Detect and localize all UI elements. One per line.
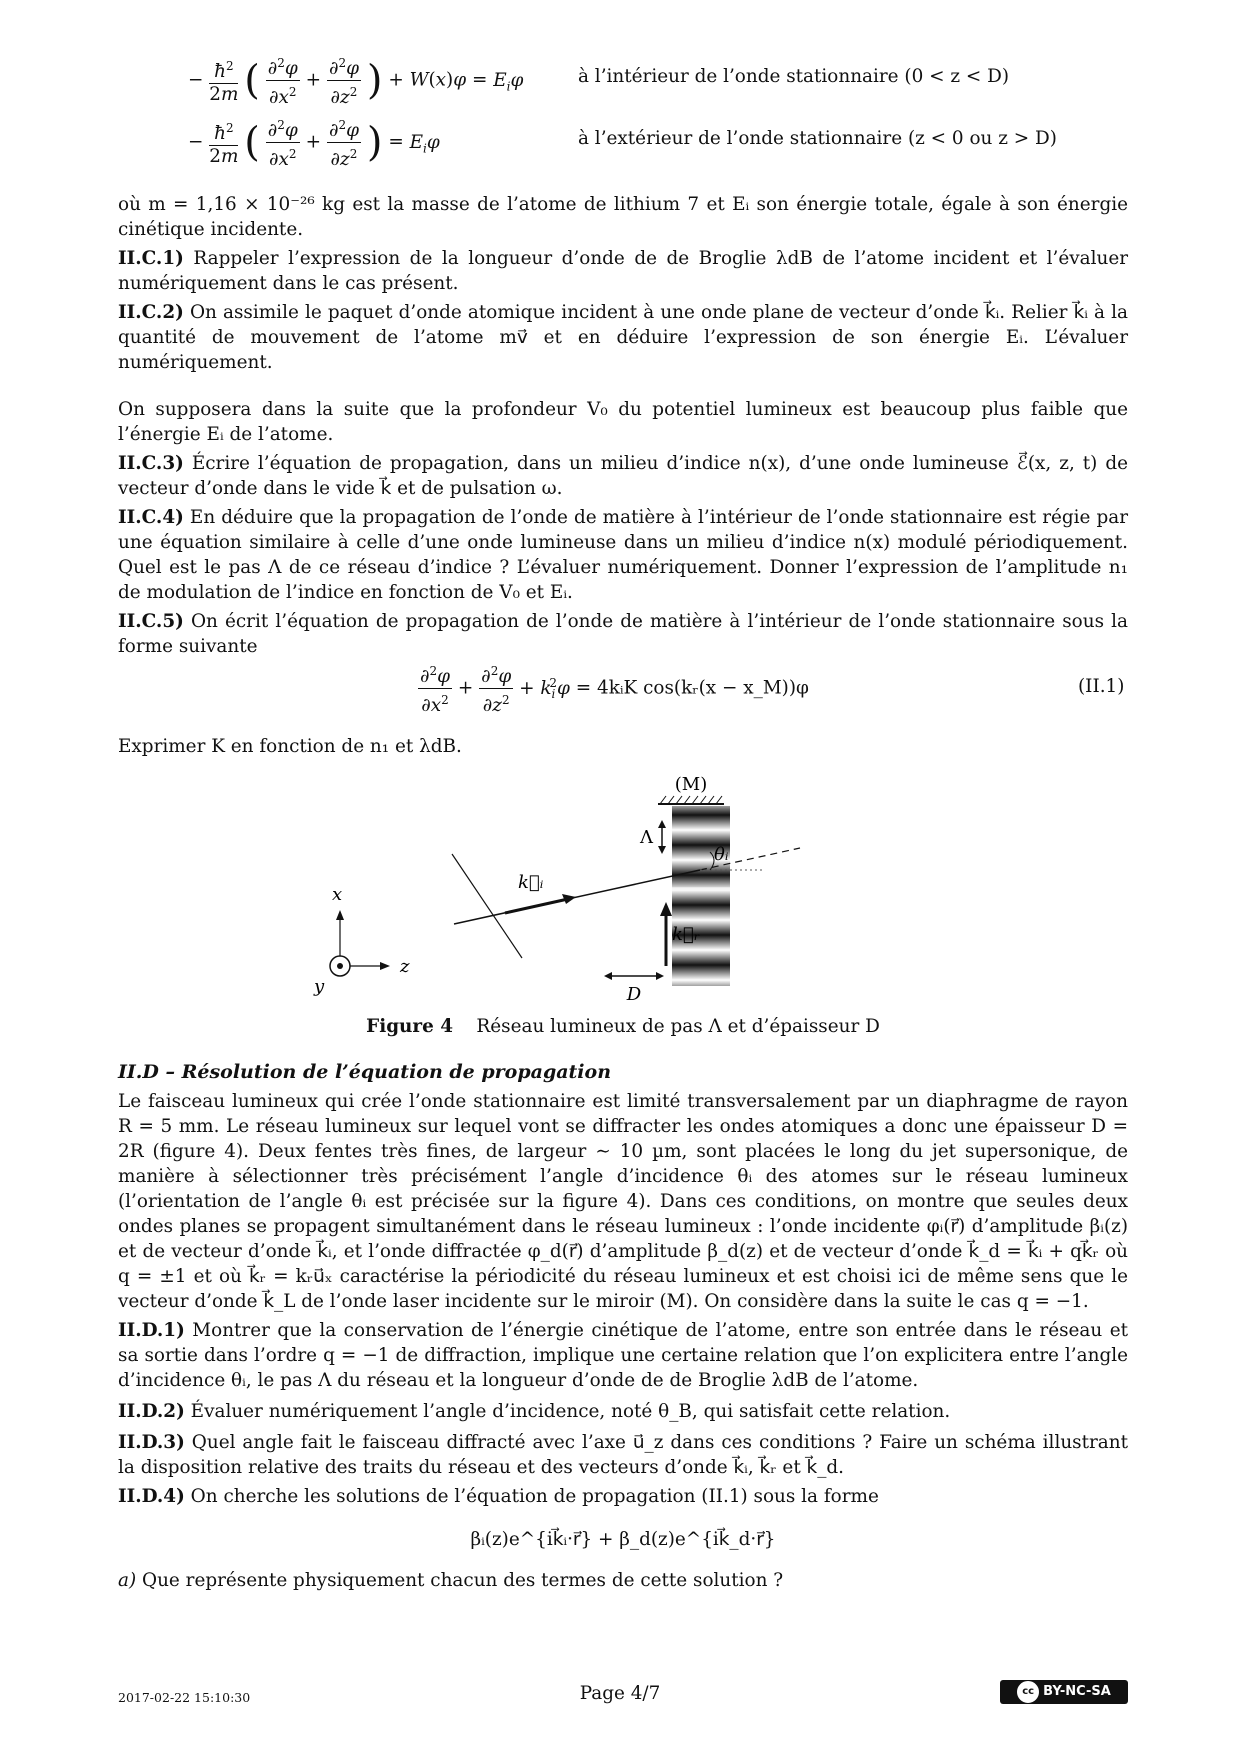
- question-text: Que représente physiquement chacun des termes de cette solution ?: [142, 1570, 784, 1591]
- question-label: II.D.3): [118, 1432, 185, 1453]
- equation-exterior-condition: à l’extérieur de l’onde stationnaire (z < 0 ou z > D): [578, 128, 1057, 149]
- question-label: II.D.2): [118, 1401, 185, 1422]
- question-label: II.C.1): [118, 248, 184, 269]
- question-ii-d-1: [118, 1318, 1128, 1393]
- assumption-paragraph: On supposera dans la suite que la profondeur V₀ du potentiel lumineux est beaucoup plus faible que l’énergie Eᵢ de l’atome.: [118, 399, 1128, 445]
- ki-label: k⃗ᵢ: [518, 872, 544, 893]
- equation-interior: − $\frac{ħ^2}{2m}$ ( $\frac{\partial^2\varphi}{\partial x^2}$ + $\frac{\partial^2\varphi}{\partial z^2}$ ) + $W(x)\varphi = E_i\varphi$ à l’intérieur de l’onde stationnaire (0 < z < D): [118, 52, 1128, 112]
- license-badge: [1000, 1680, 1128, 1704]
- question-label: II.D.4): [118, 1486, 185, 1507]
- section-title: II.D – Résolution de l’équation de propagation: [118, 1061, 612, 1083]
- question-label: II.C.2): [118, 302, 184, 323]
- equation-ii-1-tag: (II.1): [1078, 676, 1125, 697]
- light-grating: [672, 806, 730, 986]
- cc-icon: cc: [1017, 1681, 1039, 1703]
- footer-timestamp: 2017-02-22 15:10:30: [118, 1690, 251, 1705]
- question-text: En déduire que la propagation de l’onde de matière à l’intérieur de l’onde stationnaire est régie par une équation similaire à celle d’une onde lumineuse dans un milieu d’indice n(x) modulé périodiquement. Quel est le pas Λ de ce réseau d’indice ? L’évaluer numériquement. Donner l’expression de l’amplitude n₁ de modulation de l’indice en fonction de V₀ et Eᵢ.: [118, 507, 1128, 603]
- question-text: On écrit l’équation de propagation de l’onde de matière à l’intérieur de l’onde stationnaire sous la forme suivante: [118, 611, 1128, 657]
- question-text: Évaluer numériquement l’angle d’incidence, noté θ_B, qui satisfait cette relation.: [190, 1401, 951, 1422]
- question-ii-c-2: [118, 300, 1128, 375]
- mirror-hatching: [660, 796, 722, 804]
- solution-form: βᵢ(z)e^{ik⃗ᵢ·r⃗} + β_d(z)e^{ik⃗_d·r⃗}: [470, 1529, 776, 1550]
- question-ii-c-5: [118, 609, 1128, 659]
- question-ii-d-3: [118, 1430, 1128, 1480]
- section-intro: Le faisceau lumineux qui crée l’onde stationnaire est limité transversalement par un diaphragme de rayon R = 5 mm. Le réseau lumineux sur lequel vont se diffracter les ondes atomiques a donc une épaisseur D = 2R (figure 4). Deux fentes très fines, de largeur ∼ 10 µm, sont placées le long du jet supersonique, de manière à sélectionner très précisément l’angle d’incidence θᵢ des atomes sur le réseau lumineux (l’orientation de l’angle θᵢ est précisée sur la figure 4). Dans ces conditions, on montre que seules deux ondes planes se propagent simultanément dans le réseau lumineux : l’onde incidente φᵢ(r⃗) d’amplitude βᵢ(z) et de vecteur d’onde k⃗ᵢ, et l’onde diffractée φ_d(r⃗) d’amplitude β_d(z) et de vecteur d’onde k⃗_d = k⃗ᵢ + qk⃗ᵣ où q = ±1 et où k⃗ᵣ = kᵣu⃗ₓ caractérise la périodicité du réseau lumineux et est choisi ici de même sens que le vecteur d’onde k⃗_L de l’onde laser incidente sur le miroir (M). On considère dans la suite le cas q = −1.: [118, 1091, 1128, 1312]
- theta-label: θᵢ: [714, 844, 729, 865]
- figure-caption: [118, 1016, 1128, 1037]
- figure-4: [300, 770, 940, 1010]
- kr-label: k⃗ᵣ: [672, 924, 700, 945]
- figure-caption-text: Réseau lumineux de pas Λ et d’épaisseur D: [476, 1016, 880, 1037]
- z-axis-label: z: [400, 956, 410, 977]
- question-text: Quel angle fait le faisceau diffracté avec l’axe u⃗_z dans ces conditions ? Faire un schéma illustrant la disposition relative des traits du réseau et des vecteurs d’onde k⃗ᵢ, k⃗ᵣ et k⃗_d.: [118, 1432, 1128, 1478]
- mirror-label: (M): [674, 774, 708, 795]
- question-a: [118, 1568, 1128, 1593]
- figure-caption-label: Figure 4: [366, 1016, 454, 1037]
- question-ii-c-3: [118, 451, 1128, 501]
- ki-arrow: [505, 899, 568, 913]
- question-ii-c-1: [118, 246, 1128, 296]
- wavefront-line: [452, 854, 522, 958]
- y-axis-label: y: [314, 976, 325, 997]
- d-label: D: [626, 984, 642, 1005]
- license-label: BY-NC-SA: [1043, 1684, 1111, 1699]
- question-ii-c-4: [118, 505, 1128, 605]
- question-text: On cherche les solutions de l’équation de propagation (II.1) sous la forme: [190, 1486, 879, 1507]
- question-text: Montrer que la conservation de l’énergie cinétique de l’atome, entre son entrée dans le réseau et sa sortie dans l’ordre q = −1 de diffraction, implique une certaine relation que l’on explicitera entre l’angle d’incidence θᵢ, le pas Λ du réseau et la longueur d’onde de de Broglie λdB de l’atome.: [118, 1320, 1128, 1391]
- equation-interior-condition: à l’intérieur de l’onde stationnaire (0 < z < D): [578, 66, 1010, 87]
- question-label: II.D.1): [118, 1320, 185, 1341]
- express-k-paragraph: Exprimer K en fonction de n₁ et λdB.: [118, 736, 462, 757]
- x-axis-label: x: [332, 884, 343, 905]
- footer-page-number: Page 4/7: [579, 1683, 661, 1704]
- question-label: II.C.3): [118, 453, 184, 474]
- question-ii-d-4: [118, 1484, 1128, 1509]
- mass-paragraph: où m = 1,16 × 10⁻²⁶ kg est la masse de l’atome de lithium 7 et Eᵢ son énergie totale, égale à son énergie cinétique incidente.: [118, 194, 1128, 240]
- question-text: Rappeler l’expression de la longueur d’onde de de Broglie λdB de l’atome incident et l’évaluer numériquement dans le cas présent.: [118, 248, 1128, 294]
- question-label: a): [118, 1570, 137, 1591]
- question-text: On assimile le paquet d’onde atomique incident à une onde plane de vecteur d’onde k⃗ᵢ. Relier k⃗ᵢ à la quantité de mouvement de l’atome mv⃗ et en déduire l’expression de son énergie Eᵢ. L’évaluer numériquement.: [118, 302, 1128, 373]
- lambda-label: Λ: [640, 827, 653, 848]
- equation-exterior: − $\frac{ħ^2}{2m}$ ( $\frac{\partial^2\varphi}{\partial x^2}$ + $\frac{\partial^2\varphi}{\partial z^2}$ ) = $E_i\varphi$ à l’extérieur de l’onde stationnaire (z < 0 ou z > D): [118, 114, 1128, 174]
- question-label: II.C.5): [118, 611, 184, 632]
- equation-ii-1: $\frac{\partial^2\varphi}{\partial x^2}$ + $\frac{\partial^2\varphi}{\partial z^2}$ + $k_i^2\varphi$ = 4kᵢK cos(kᵣ(x − x_M))φ (II.1): [118, 660, 1128, 718]
- question-text: Écrire l’équation de propagation, dans un milieu d’indice n(x), d’une onde lumineuse ℰ⃗(x, z, t) de vecteur d’onde dans le vide k⃗ et de pulsation ω.: [118, 453, 1128, 499]
- equation-ii-1-rhs: = 4kᵢK cos(kᵣ(x − x_M))φ: [575, 677, 809, 699]
- question-ii-d-2: [118, 1399, 1128, 1424]
- question-label: II.C.4): [118, 507, 184, 528]
